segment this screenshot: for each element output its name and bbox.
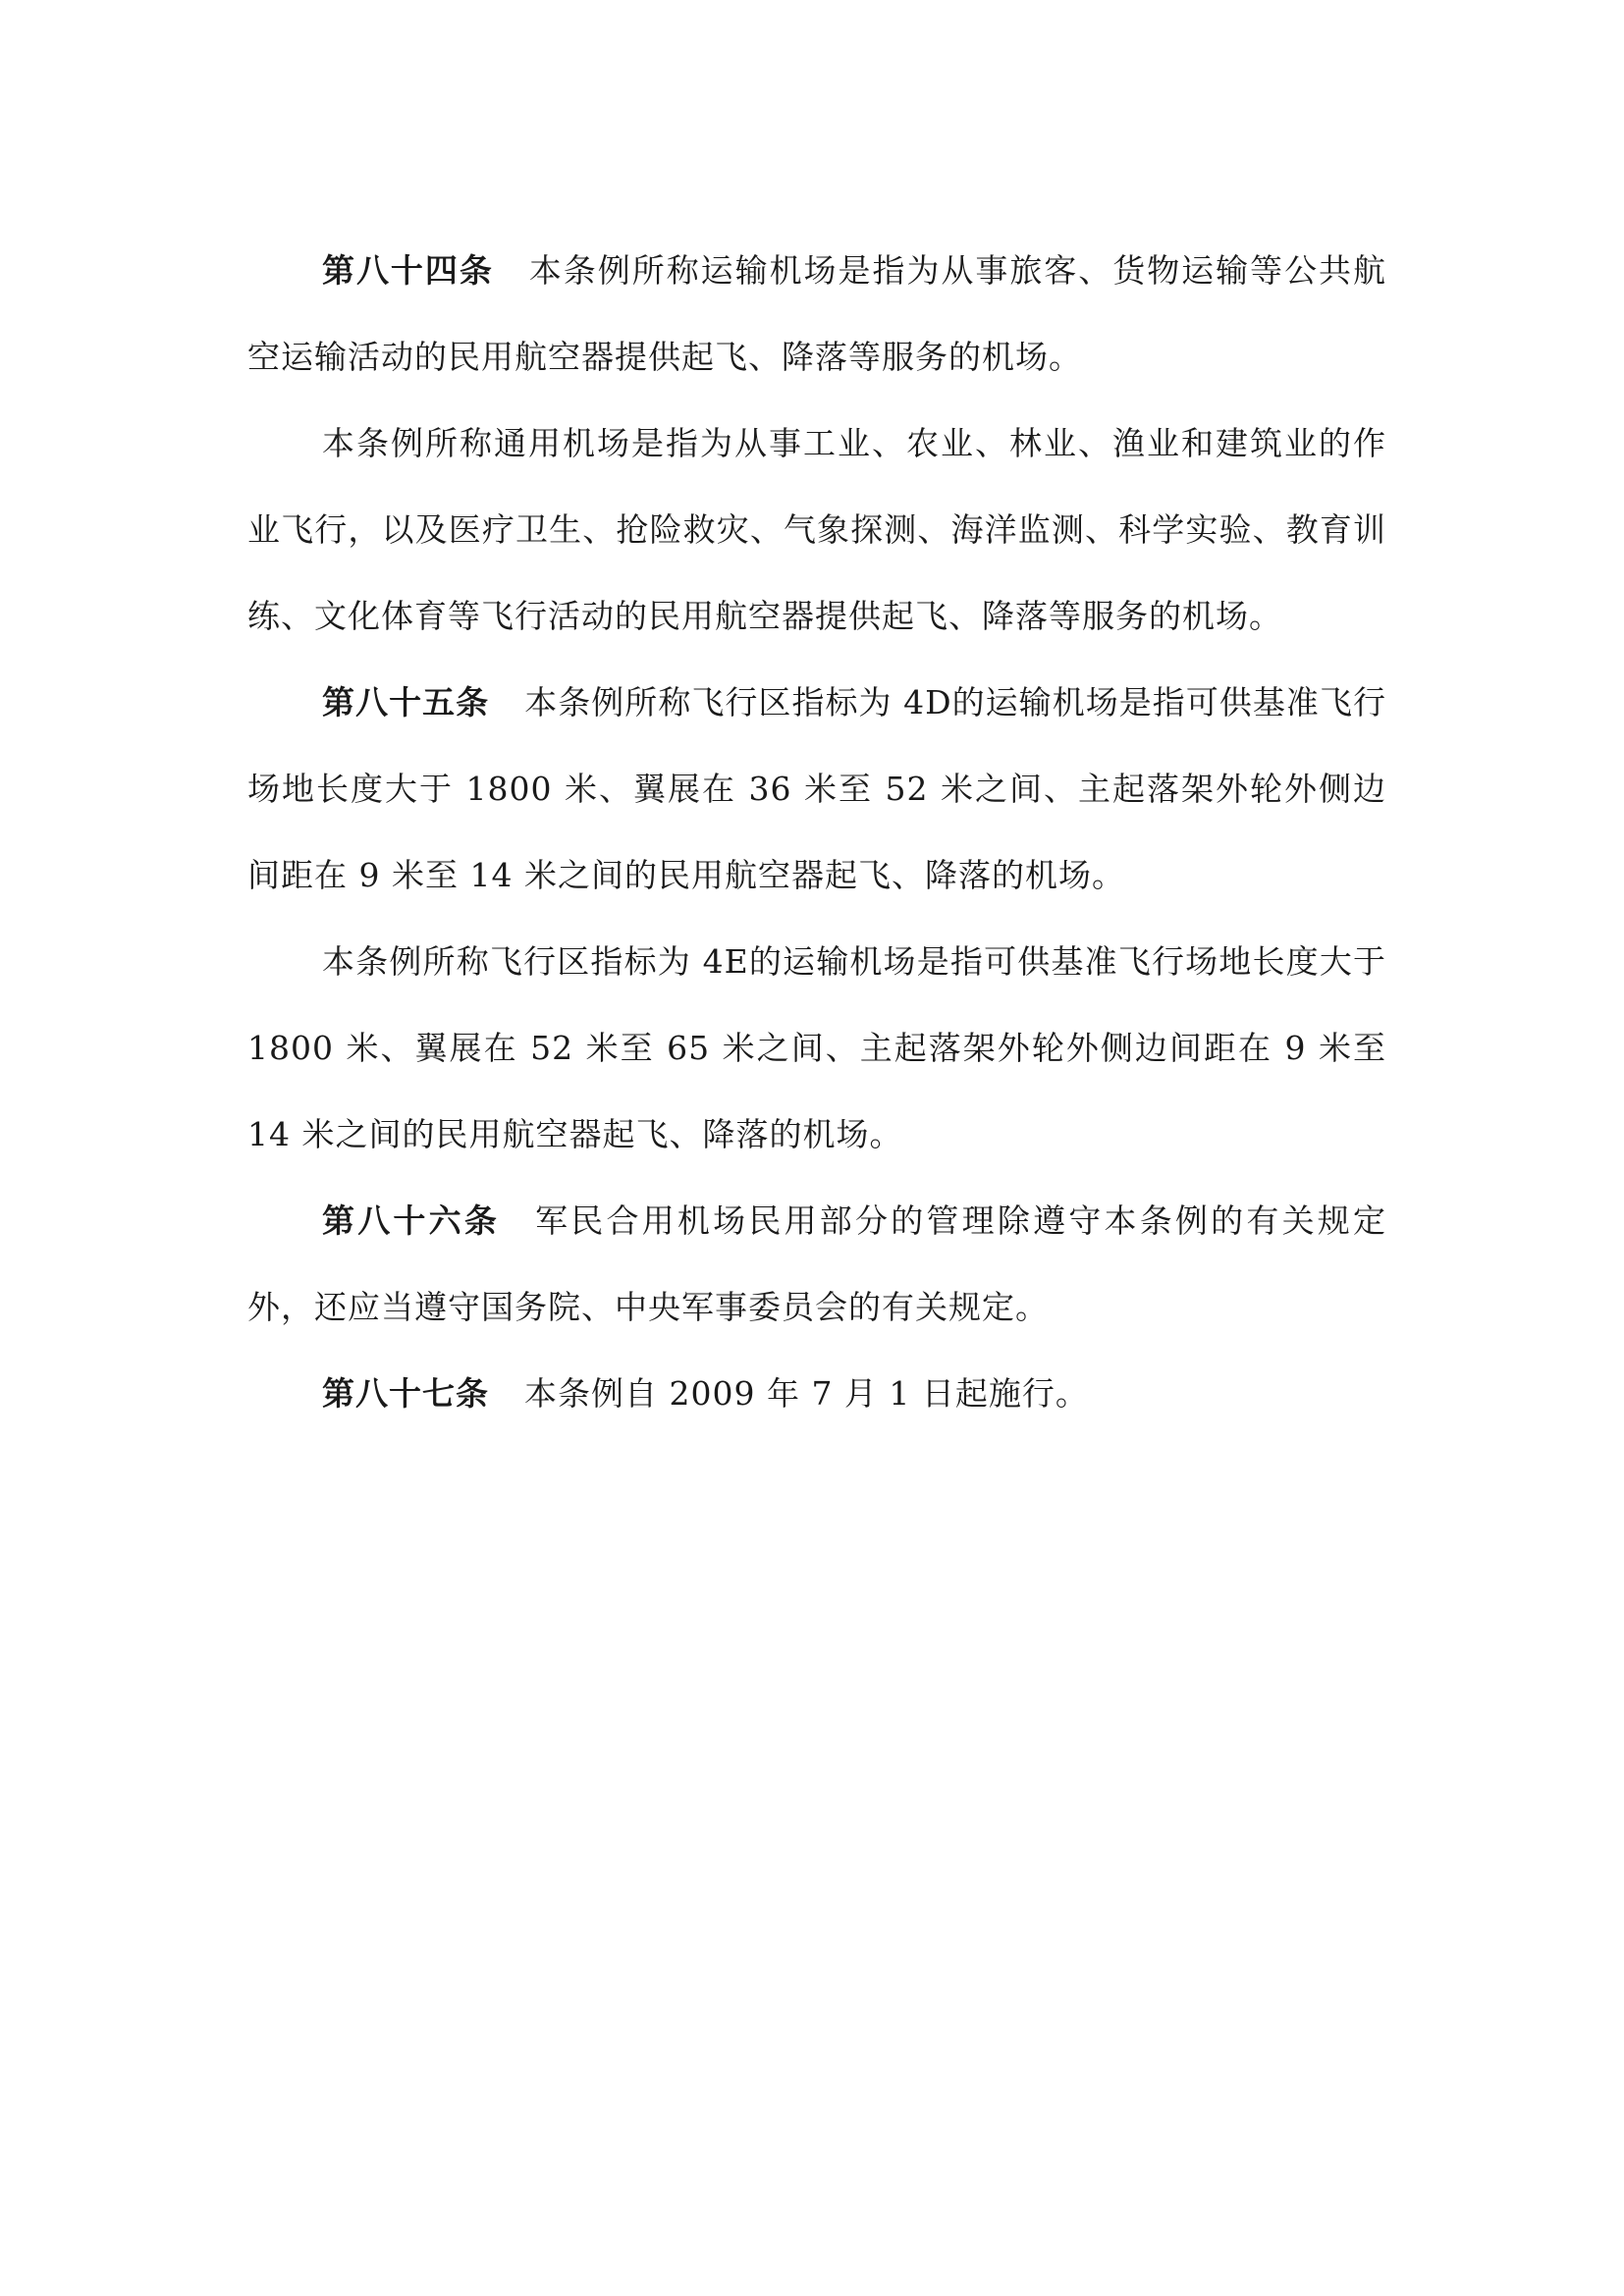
article-84-paragraph-2: 本条例所称通用机场是指为从事工业、农业、林业、渔业和建筑业的作业飞行，以及医疗卫生、抢险救灾、气象探测、海洋监测、科学实验、教育训练、文化体育等飞行活动的民用航空器提供起飞、降落等服务的机场。 [247, 424, 1386, 635]
article-text: 军民合用机场民用部分的管理除遵守本条例的有关规定外，还应当遵守国务院、中央军事委员会的有关规定。 [247, 1201, 1387, 1326]
article-text: 本条例自 2009 年 7 月 1 日起施行。 [524, 1374, 1089, 1413]
article-number: 第八十五条 [322, 683, 490, 721]
article-85-paragraph-2: 本条例所称飞行区指标为 4E的运输机场是指可供基准飞行场地长度大于 1800 米、翼展在 52 米至 65 米之间、主起落架外轮外侧边间距在 9 米至 14 米之间的民用航空器起飞、降落的机场。 [247, 942, 1386, 1153]
article-text: 本条例所称运输机场是指为从事旅客、货物运输等公共航空运输活动的民用航空器提供起飞、降落等服务的机场。 [247, 251, 1387, 376]
article-number: 第八十六条 [322, 1201, 501, 1240]
article-87-paragraph-1 [247, 1351, 1386, 1437]
article-85-paragraph-1 [247, 660, 1386, 919]
document-page [247, 228, 1386, 1437]
article-number: 第八十七条 [322, 1374, 489, 1413]
article-84-paragraph-1 [247, 228, 1386, 400]
article-86-paragraph-1 [247, 1178, 1386, 1351]
article-number: 第八十四条 [322, 251, 494, 290]
article-text: 本条例所称飞行区指标为 4D的运输机场是指可供基准飞行场地长度大于 1800 米、翼展在 36 米至 52 米之间、主起落架外轮外侧边间距在 9 米至 14 米之间的民用航空器起飞、降落的机场。 [247, 683, 1387, 894]
